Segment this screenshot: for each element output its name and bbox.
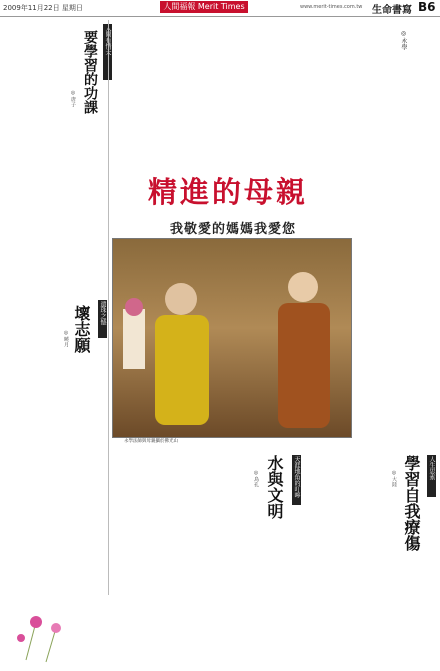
issue-date: 2009年11月22日 星期日 bbox=[3, 4, 83, 12]
article-author: ◎唐子 bbox=[70, 90, 76, 108]
newspaper-logo: 人間福報 Merit Times bbox=[160, 1, 248, 13]
section-title: 生命書寫 bbox=[372, 5, 412, 16]
photo-caption: 永學法師與母親攝於佛光山 bbox=[124, 439, 178, 444]
article-body bbox=[112, 455, 172, 585]
article-tag: 人生思索 bbox=[427, 455, 436, 497]
article-author: ◎永學 bbox=[400, 30, 407, 51]
article-title: 學習自我療傷 bbox=[402, 455, 421, 551]
article-tag: 天涯地角的叮嚀 bbox=[292, 455, 301, 505]
feature-subtitle: 我敬愛的媽媽我愛您 bbox=[170, 222, 297, 237]
article-tag: 遺珠之憾 bbox=[98, 300, 107, 338]
article-body bbox=[310, 455, 385, 645]
article-author: ◎大陸 bbox=[391, 470, 397, 488]
article-body bbox=[4, 296, 59, 576]
article-body bbox=[356, 160, 434, 450]
article-author: ◎曉月 bbox=[63, 330, 69, 348]
column-divider bbox=[108, 20, 109, 595]
flower-decoration bbox=[6, 610, 76, 665]
article-author: ◎鳥孔 bbox=[253, 470, 259, 488]
website-url: www.merit-times.com.tw bbox=[300, 4, 363, 10]
article-body bbox=[112, 22, 412, 162]
photo-illustration bbox=[113, 239, 351, 437]
feature-photo bbox=[112, 238, 352, 438]
article-title: 要學習的功課 bbox=[82, 30, 98, 114]
page-number: B6 bbox=[418, 0, 436, 14]
article-body bbox=[176, 455, 246, 640]
article-title: 壞志願 bbox=[72, 305, 91, 353]
article-body bbox=[4, 22, 64, 292]
feature-title: 精進的母親 bbox=[147, 175, 308, 209]
article-title: 水與文明 bbox=[265, 455, 284, 519]
